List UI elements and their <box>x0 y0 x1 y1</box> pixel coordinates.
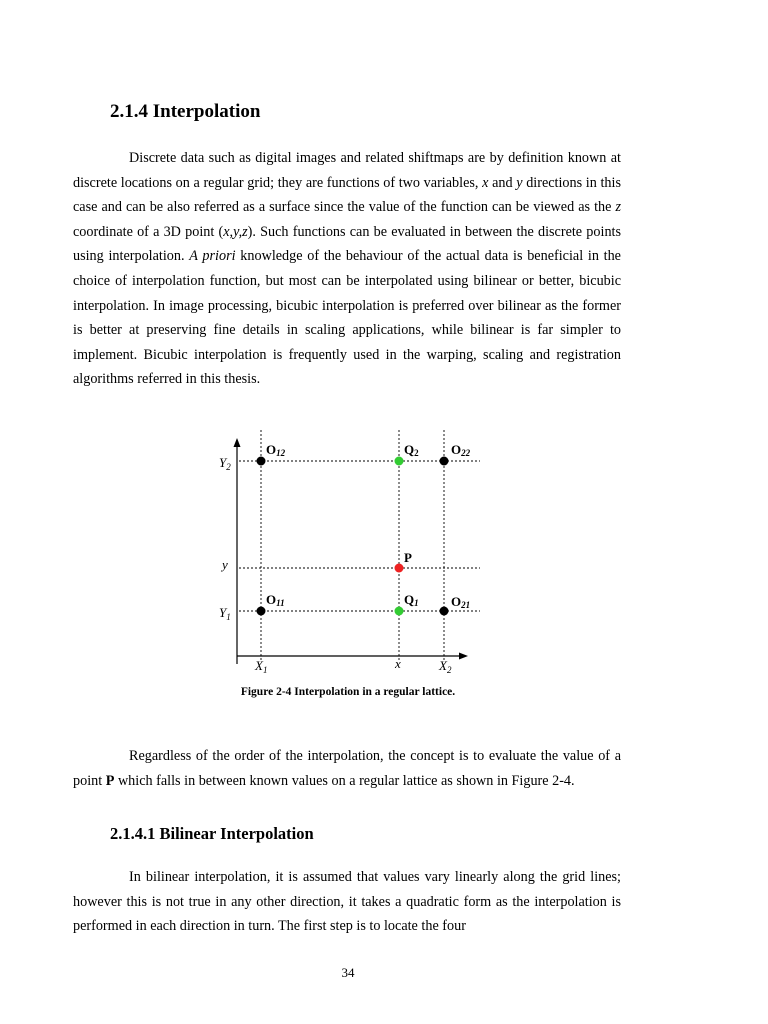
text-run: knowledge of the behaviour of the actual data is beneficial in the choice of interpolation function, but most can be interpolated using bilinear or better, bicubic interpolation. In image processing, bicubic interpolation is preferred over bilinear as the former is better at preserving fine details in scaling applications, while bilinear is far simpler to implement. Bicubic interpolation is frequently used in the warping, scaling and registration algorithms referred in this thesis. <box>73 248 621 388</box>
text-run: Regardless of the order of the interpolation, the concept is to evaluate the value of a point <box>73 748 621 789</box>
paragraph-interpolation-intro <box>73 146 621 392</box>
point-O21 <box>440 607 449 616</box>
axis-label-Y2: $Y_2$ <box>219 455 231 472</box>
point-O12 <box>257 457 266 466</box>
point-O11 <box>257 607 266 616</box>
axis-label-X2: $X_2$ <box>439 658 452 675</box>
point-p-bold: P <box>105 772 115 789</box>
text-run: which falls in between known values on a regular lattice as shown in Figure 2-4. <box>114 772 575 789</box>
point-O22 <box>440 457 449 466</box>
text-run: and <box>488 174 517 191</box>
text-run: ). Such functions can be evaluated in between the discrete points using interpolation. <box>73 223 621 265</box>
paragraph-regular-lattice <box>73 744 621 793</box>
var-z: z <box>615 199 621 216</box>
point-Q1 <box>395 607 404 616</box>
label-O22: O22 <box>451 442 471 458</box>
axis-label-X1: $X_1$ <box>255 658 268 675</box>
label-O11: O11 <box>266 592 285 608</box>
axis-label-x: x <box>395 656 401 671</box>
axis-label-y: y <box>222 557 228 572</box>
axis-label-Y1: $Y_1$ <box>219 605 231 622</box>
text-run: Discrete data such as digital images and related shiftmaps are by definition known at discrete locations on a regular grid; they are functions of two variables, <box>73 150 621 191</box>
label-P: P <box>404 550 412 565</box>
paragraph-bilinear: In bilinear interpolation, it is assumed that values vary linearly along the grid lines; however this is not true in any other direction, it takes a quadratic form as the interpolation is performed in each direction in turn. The first step is to locate the four <box>73 869 621 935</box>
var-xyz: x,y,z <box>223 223 248 240</box>
label-O21: O21 <box>451 594 471 610</box>
page-number: 34 <box>341 965 355 980</box>
section-heading: 2.1.4 Interpolation <box>110 101 261 122</box>
point-P <box>395 564 404 573</box>
var-y: y <box>516 174 523 191</box>
label-O12: O12 <box>266 442 286 458</box>
label-Q2: Q2 <box>404 442 419 458</box>
subsection-heading: 2.1.4.1 Bilinear Interpolation <box>110 824 314 843</box>
x-axis-arrow-icon <box>459 653 468 660</box>
text-run: coordinate of a 3D point ( <box>73 223 224 240</box>
label-Q1: Q1 <box>404 592 419 608</box>
point-Q2 <box>395 457 404 466</box>
interpolation-lattice-figure <box>210 430 500 680</box>
figure-caption: Figure 2-4 Interpolation in a regular lattice. <box>240 686 456 698</box>
a-priori-italic: A priori <box>189 248 236 265</box>
y-axis-arrow-icon <box>234 438 241 447</box>
text-run: directions in this case and can be also referred as a surface since the value of the function can be viewed as the <box>73 174 621 216</box>
var-x: x <box>482 174 489 191</box>
